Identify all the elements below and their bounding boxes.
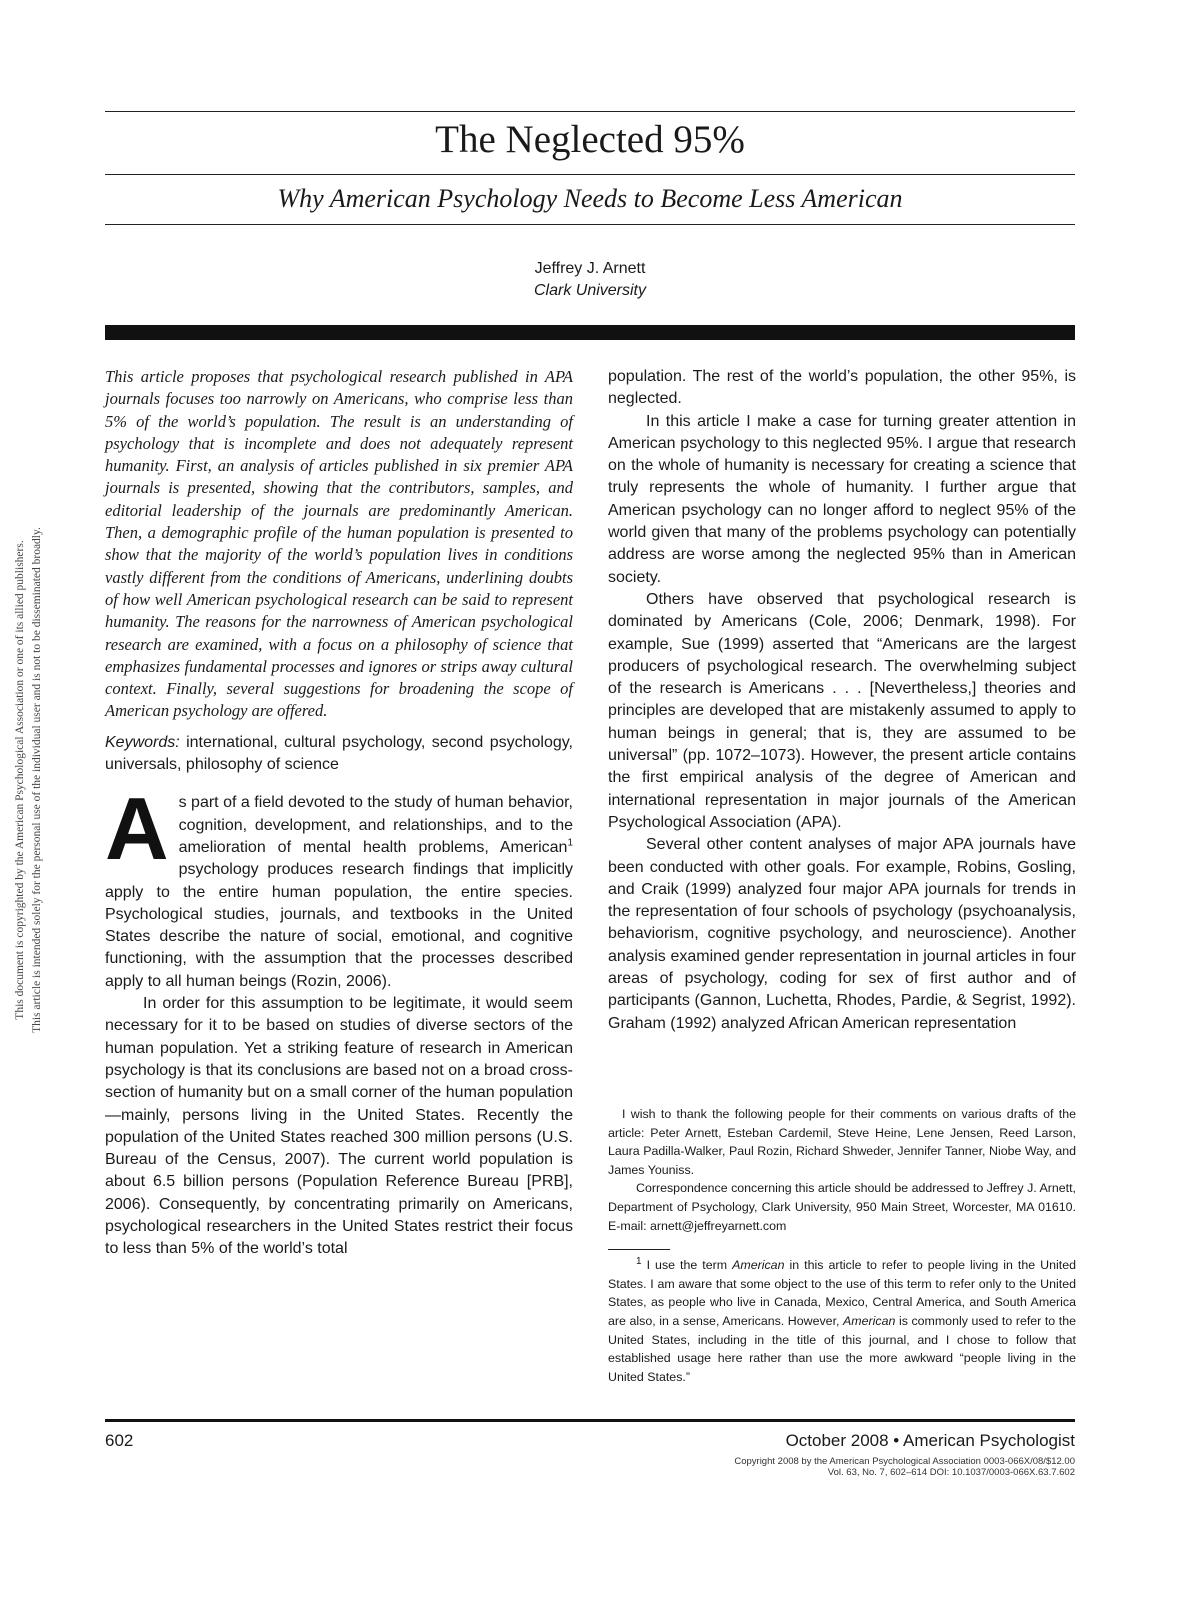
title-rule (105, 174, 1075, 175)
article-subtitle: Why American Psychology Needs to Become Less American (277, 184, 903, 213)
journal-info: October 2008 • American Psychologist (785, 1431, 1075, 1450)
footnote-term-b: American (843, 1313, 896, 1328)
footnote-text-b: in this article to refer to people living in the United States. I am aware that some object to the use of this term to refer only to the United States, as people who live in Canada, Mexico, Central America, and South America are also, in a sense, Americans. However, (608, 1258, 1077, 1328)
footnote-1 (608, 1256, 1076, 1386)
keywords (105, 732, 573, 777)
left-column (105, 366, 573, 1261)
intro-text-1: s part of a field devoted to the study of human behavior, cognition, development, and relationships, and to the amelioration of mental health problems, American (178, 794, 573, 856)
article-title: The Neglected 95% (435, 118, 745, 161)
body-paragraph-4: Others have observed that psychological research is dominated by Americans (Cole, 2006; Denmark, 1998). For example, Sue (1999) asserted that “Americans are the largest producers of psychological research. The overwhelming subject of the research is Americans . . . [Nevertheless,] theories and principles are developed that are mistakenly assumed to apply to human beings in general; that is, they are assumed to be universal” (pp. 1072–1073). However, the present article contains the first empirical analysis of the degree of American and international representation in major journals of the American Psychological Association (APA). (608, 590, 1076, 831)
footer-rule (105, 1419, 1075, 1422)
copyright-line-2: Vol. 63, No. 7, 602–614 DOI: 10.1037/0003-066X.63.7.602 (827, 1467, 1075, 1478)
footnotes (608, 1105, 1076, 1386)
copyright-line-1: Copyright 2008 by the American Psychological Association 0003-066X/08/$12.00 (734, 1456, 1075, 1467)
page-number: 602 (105, 1431, 134, 1450)
footnote-term-a: American (732, 1258, 785, 1273)
subtitle-rule (105, 224, 1075, 225)
copyright-side-note (12, 430, 46, 1130)
header-bar (105, 325, 1075, 340)
copyright-info (734, 1456, 1075, 1478)
right-column (608, 366, 1076, 1035)
footnote-text-a: I use the term (641, 1258, 733, 1273)
body-paragraph-5: Several other content analyses of major APA journals have been conducted with other goals. For example, Robins, Gosling, and Craik (1999) analyzed four major APA journals for trends in the representation of four schools of psychology (psychoanalysis, behaviorism, cognitive psychology, and neuroscience). Another analysis examined gender representation in journal articles in four areas of psychology, coding for sex of first author and of participants (Gannon, Luchetta, Rhodes, Pardie, & Segrist, 1992). Graham (1992) analyzed African American representation (608, 836, 1076, 1032)
intro-text-2: psychology produces research findings that implicitly apply to the entire human population, the entire species. Psychological studies, journals, and textbooks in the United States describe the nature of social, emotional, and cognitive functioning, with the assumption that the processes described apply to all human beings (Rozin, 2006). (105, 861, 573, 990)
side-note-line-2: This article is intended solely for the personal use of the individual user and is not to be disseminated broadly. (31, 527, 43, 1033)
footnote-text-c: is commonly used to refer to the United States, including in the title of this journal, and I chose to follow that established usage here rather than use the more awkward “people living in the United States.” (608, 1313, 1076, 1384)
keywords-label: Keywords: (105, 733, 180, 751)
abstract: This article proposes that psychological research published in APA journals focuses too narrowly on Americans, who comprise less than 5% of the world’s population. The result is an understanding of psychology that is incomplete and does not adequately represent humanity. First, an analysis of articles published in six premier APA journals is presented, showing that the contributors, samples, and editorial leadership of the journals are predominantly American. Then, a demographic profile of the human population is presented to show that the majority of the world’s population lives in conditions vastly different from the conditions of Americans, underlining doubts of how well American psychological research can be said to represent humanity. The reasons for the narrowness of American psychological research are examined, with a focus on a philosophy of science that emphasizes fundamental processes and ignores or strips away cultural context. Finally, several suggestions for broadening the scope of American psychology are offered. (105, 367, 573, 721)
keywords-text: international, cultural psychology, second psychology, universals, philosophy of science (105, 733, 573, 774)
side-note-line-1: This document is copyrighted by the American Psychological Association or one of its allied publishers. (14, 540, 26, 1020)
body-paragraph-continued: population. The rest of the world’s population, the other 95%, is neglected. (608, 368, 1076, 408)
author-name: Jeffrey J. Arnett (534, 260, 646, 277)
correspondence-note: Correspondence concerning this article should be addressed to Jeffrey J. Arnett, Department of Psychology, Clark University, 950 Main Street, Worcester, MA 01610. E-mail: arnett@jeffreyarnett.com (608, 1181, 1076, 1233)
author-affiliation: Clark University (533, 282, 646, 299)
drop-cap: A (105, 779, 169, 879)
body-paragraph-3: In this article I make a case for turning greater attention in American psychology to this neglected 95%. I argue that research on the whole of humanity is necessary for creating a science that truly represents the whole of humanity. I further argue that American psychology can no longer afford to neglect 95% of the world given that many of the problems psychology can potentially address are worse among the neglected 95% than in American society. (608, 412, 1076, 586)
footnote-rule (608, 1249, 670, 1250)
body-paragraph-2: In order for this assumption to be legitimate, it would seem necessary for it to be based on studies of diverse sectors of the human population. Yet a striking feature of research in American psychology is that its conclusions are based not on a broad cross-section of humanity but on a small corner of the human population—mainly, persons living in the United States. Recently the population of the United States reached 300 million persons (U.S. Bureau of the Census, 2007). The current world population is about 6.5 billion persons (Population Reference Bureau [PRB], 2006). Consequently, by concentrating primarily on Americans, psychological researchers in the United States restrict their focus to less than 5% of the world’s total (105, 995, 573, 1258)
acknowledgment-note: I wish to thank the following people for their comments on various drafts of the article: Peter Arnett, Esteban Cardemil, Steve Heine, Lene Jensen, Reed Larson, Laura Padilla-Walker, Paul Rozin, Richard Shweder, Jennifer Tanner, Niobe Way, and James Youniss. (608, 1107, 1076, 1177)
footnote-mark: 1 (636, 1256, 642, 1268)
footnote-ref-1[interactable]: 1 (567, 837, 573, 849)
intro-paragraph (105, 779, 573, 993)
